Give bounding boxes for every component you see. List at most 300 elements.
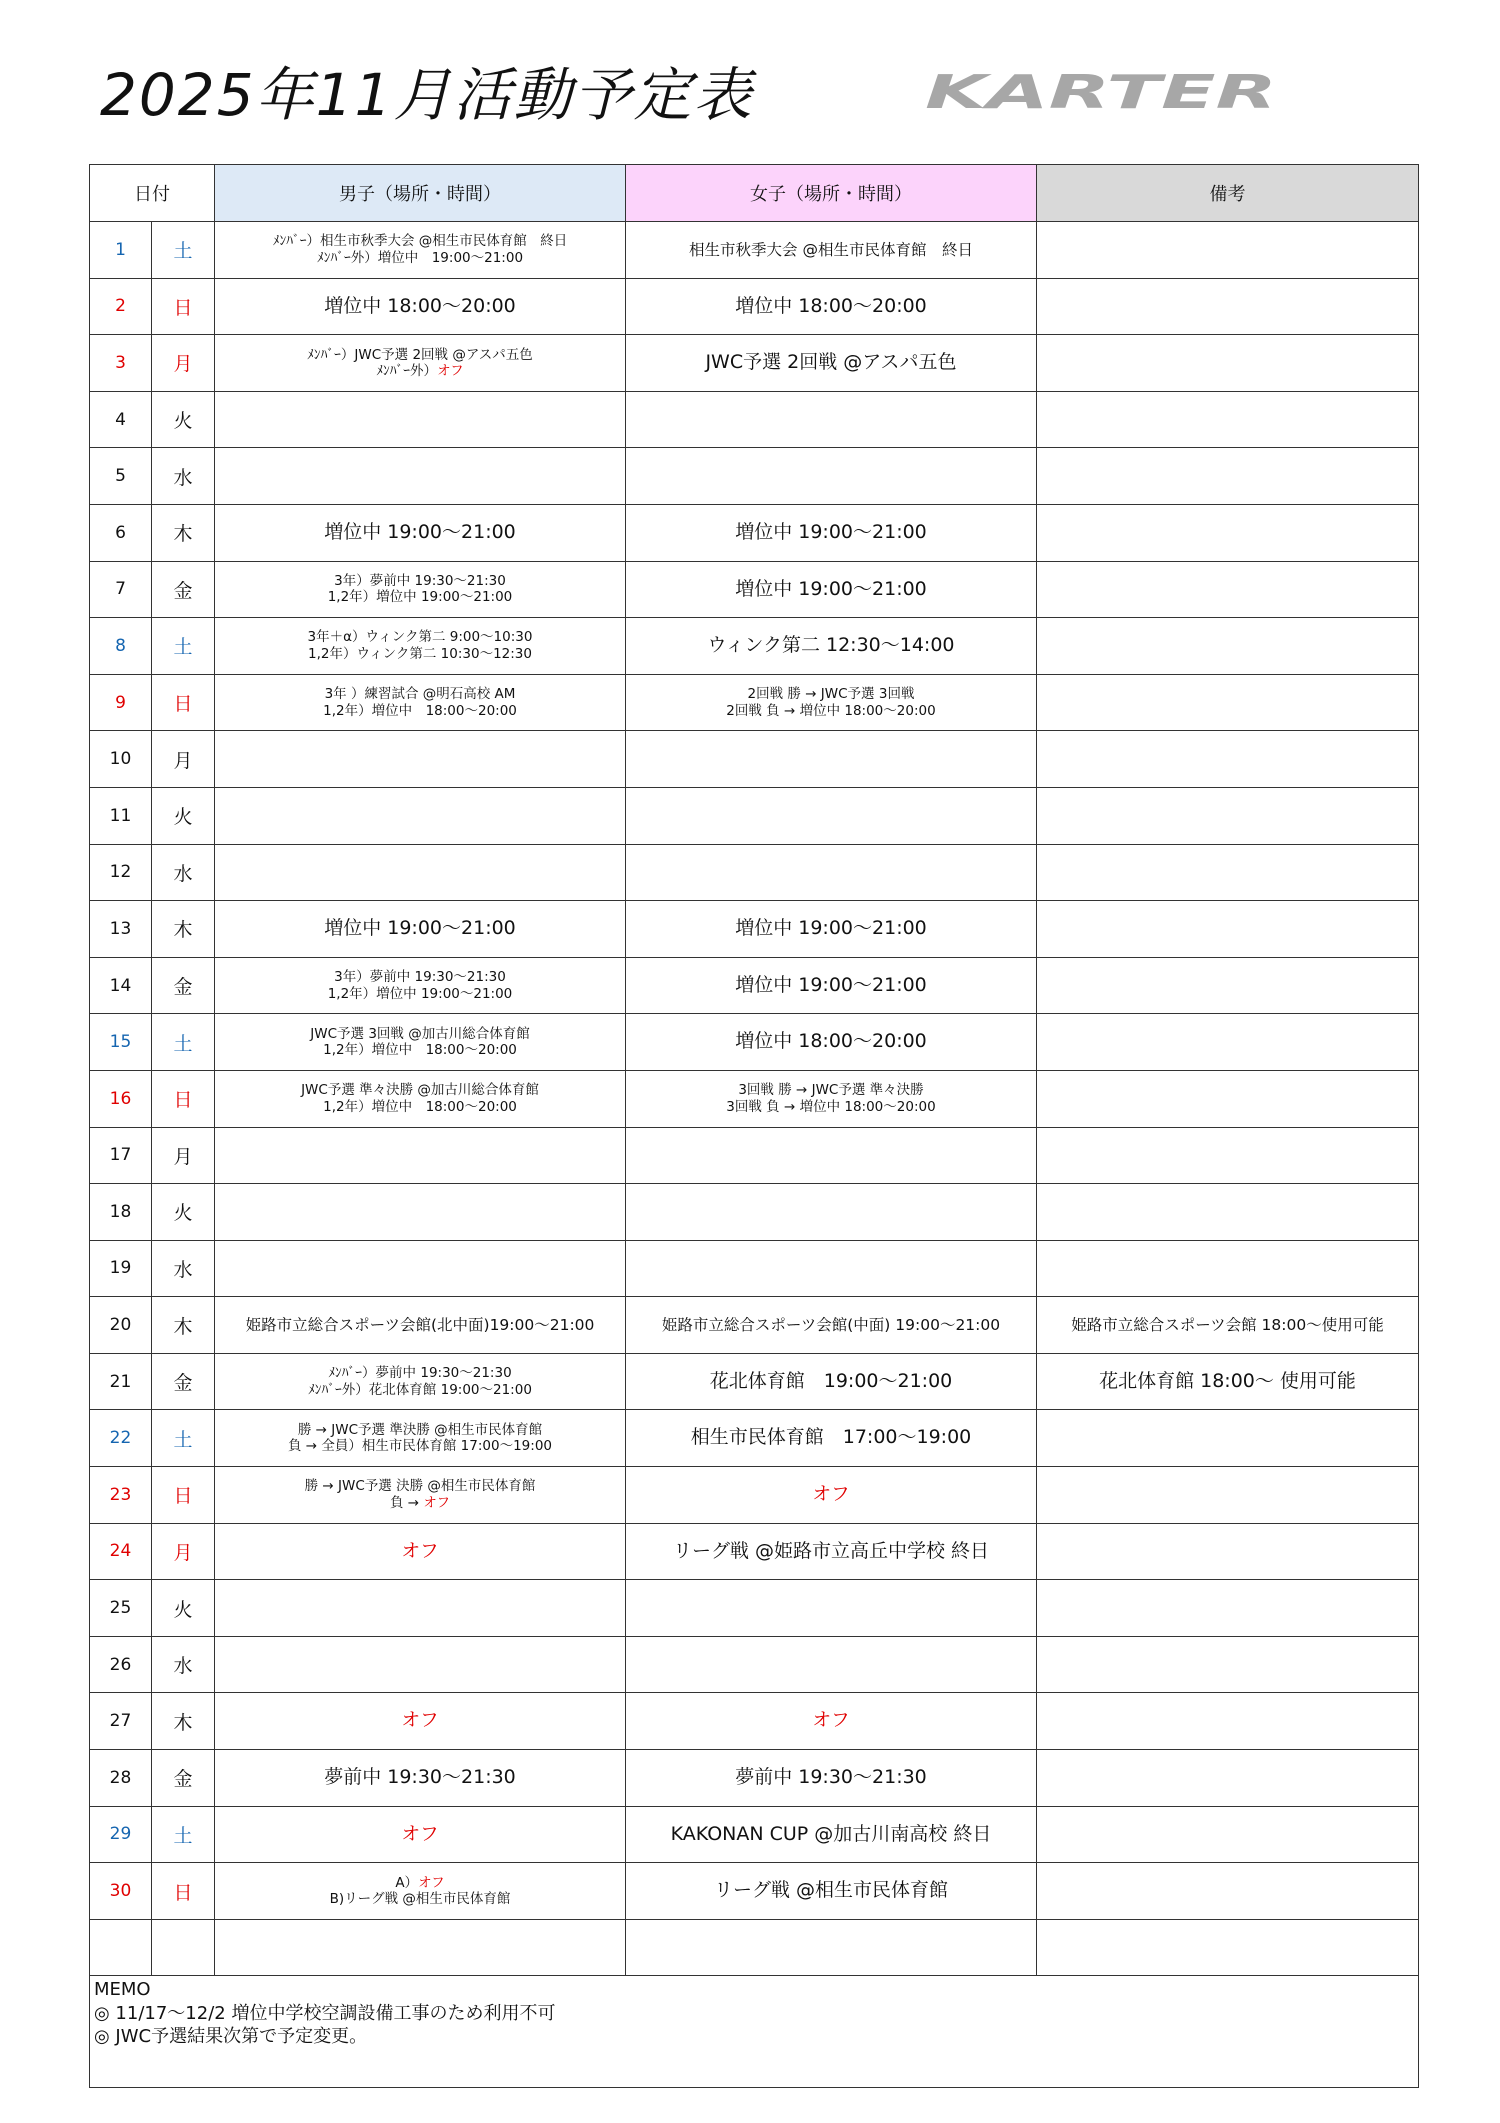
cell-line — [626, 1029, 1036, 1055]
cell-text: 負 → — [389, 1494, 424, 1511]
cell-line — [626, 1369, 1036, 1395]
day-number: 28 — [90, 1750, 152, 1807]
cell-text: KAKONAN CUP @加古川南高校 終日 — [670, 1822, 992, 1845]
notes-cell — [1037, 731, 1419, 788]
notes-cell — [1037, 561, 1419, 618]
weekday — [152, 1919, 215, 1976]
boys-cell — [215, 1070, 626, 1127]
weekday: 日 — [152, 1863, 215, 1920]
cell-text: 増位中 18:00～20:00 — [735, 1030, 927, 1053]
weekday: 土 — [152, 1410, 215, 1467]
cell-line — [626, 1878, 1036, 1904]
cell-line — [626, 240, 1036, 260]
notes-cell — [1037, 957, 1419, 1014]
cell-text: 増位中 18:00～20:00 — [324, 294, 516, 317]
notes-cell — [1037, 674, 1419, 731]
weekday: 水 — [152, 448, 215, 505]
boys-cell — [215, 1184, 626, 1241]
off-label: オフ — [401, 1709, 439, 1732]
table-row — [90, 1127, 1419, 1184]
notes-cell — [1037, 1070, 1419, 1127]
girls-cell — [626, 1297, 1037, 1354]
cell-line — [215, 686, 625, 702]
weekday: 木 — [152, 1693, 215, 1750]
cell-line — [215, 1765, 625, 1791]
weekday: 水 — [152, 1636, 215, 1693]
girls-cell — [626, 1467, 1037, 1524]
off-label: オフ — [812, 1709, 850, 1732]
girls-cell — [626, 957, 1037, 1014]
cell-line — [626, 294, 1036, 320]
cell-text: 3年）夢前中 19:30～21:30 — [334, 969, 506, 986]
memo-line: ◎ JWC予選結果次第で予定変更。 — [94, 2026, 368, 2048]
day-number: 7 — [90, 561, 152, 618]
weekday: 金 — [152, 1353, 215, 1410]
off-label: オフ — [812, 1483, 850, 1506]
header-boys: 男子（場所・時間） — [215, 165, 626, 222]
cell-line — [215, 363, 625, 379]
notes-cell — [1037, 1467, 1419, 1524]
weekday: 月 — [152, 1127, 215, 1184]
girls-cell — [626, 448, 1037, 505]
cell-text: ﾒﾝﾊﾞｰ外）増位中 19:00～21:00 — [316, 249, 524, 266]
notes-cell — [1037, 1580, 1419, 1637]
cell-line — [215, 589, 625, 605]
girls-cell — [626, 901, 1037, 958]
boys-cell — [215, 1297, 626, 1354]
weekday: 土 — [152, 1806, 215, 1863]
table-row — [90, 278, 1419, 335]
day-number: 13 — [90, 901, 152, 958]
day-number: 27 — [90, 1693, 152, 1750]
cell-text: ﾒﾝﾊﾞｰ）相生市秋季大会 @相生市民体育館 終日 — [272, 233, 568, 250]
cell-line — [215, 233, 625, 249]
day-number: 24 — [90, 1523, 152, 1580]
boys-cell — [215, 844, 626, 901]
girls-cell — [626, 1636, 1037, 1693]
cell-text: 姫路市立総合スポーツ会館(中面) 19:00～21:00 — [661, 1316, 1001, 1334]
girls-cell — [626, 1240, 1037, 1297]
table-row — [90, 674, 1419, 731]
notes-cell — [1037, 504, 1419, 561]
day-number: 20 — [90, 1297, 152, 1354]
notes-cell — [1037, 1410, 1419, 1467]
cell-text: 2回戦 負 → 増位中 18:00～20:00 — [726, 702, 936, 719]
girls-cell — [626, 844, 1037, 901]
cell-line — [215, 520, 625, 546]
cell-line — [215, 1438, 625, 1454]
girls-cell — [626, 1070, 1037, 1127]
cell-line — [215, 629, 625, 645]
cell-text: 増位中 19:00～21:00 — [735, 973, 927, 996]
cell-text: 姫路市立総合スポーツ会館(北中面)19:00～21:00 — [245, 1316, 595, 1334]
boys-cell — [215, 787, 626, 844]
girls-cell — [626, 787, 1037, 844]
memo-row — [90, 1976, 1419, 2088]
cell-line — [215, 1315, 625, 1335]
cell-line — [215, 1822, 625, 1848]
day-number: 2 — [90, 278, 152, 335]
cell-text: 増位中 19:00～21:00 — [735, 577, 927, 600]
boys-cell — [215, 222, 626, 279]
cell-text: 増位中 19:00～21:00 — [324, 520, 516, 543]
cell-text: 相生市民体育館 17:00～19:00 — [690, 1426, 972, 1449]
boys-cell — [215, 391, 626, 448]
weekday: 土 — [152, 618, 215, 675]
girls-cell — [626, 1863, 1037, 1920]
day-number: 17 — [90, 1127, 152, 1184]
table-row — [90, 448, 1419, 505]
cell-text: 負 → 全員）相生市民体育館 17:00～19:00 — [288, 1438, 552, 1455]
cell-text: 増位中 19:00～21:00 — [735, 520, 927, 543]
cell-line — [626, 916, 1036, 942]
off-label: オフ — [423, 1494, 450, 1511]
weekday: 土 — [152, 222, 215, 279]
day-number: 5 — [90, 448, 152, 505]
table-row — [90, 901, 1419, 958]
off-label: オフ — [418, 1874, 445, 1891]
girls-cell — [626, 1523, 1037, 1580]
boys-cell — [215, 1693, 626, 1750]
cell-line — [626, 703, 1036, 719]
day-number: 21 — [90, 1353, 152, 1410]
day-number: 29 — [90, 1806, 152, 1863]
cell-text: JWC予選 2回戦 @アスパ五色 — [705, 351, 957, 374]
cell-text: 増位中 19:00～21:00 — [324, 917, 516, 940]
girls-cell — [626, 1353, 1037, 1410]
weekday: 木 — [152, 1297, 215, 1354]
notes-cell — [1037, 1863, 1419, 1920]
weekday: 月 — [152, 1523, 215, 1580]
weekday: 火 — [152, 787, 215, 844]
cell-text: JWC予選 3回戦 @加古川総合体育館 — [310, 1025, 530, 1042]
boys-cell — [215, 1014, 626, 1071]
cell-line — [626, 973, 1036, 999]
cell-line — [1037, 1315, 1418, 1335]
notes-cell — [1037, 391, 1419, 448]
cell-line — [215, 1099, 625, 1115]
weekday: 火 — [152, 1580, 215, 1637]
table-row — [90, 1806, 1419, 1863]
table-row — [90, 1693, 1419, 1750]
day-number: 16 — [90, 1070, 152, 1127]
cell-line — [1037, 1369, 1418, 1395]
cell-text: リーグ戦 @姫路市立高丘中学校 終日 — [672, 1539, 990, 1562]
cell-line — [215, 1875, 625, 1891]
girls-cell — [626, 1410, 1037, 1467]
weekday: 月 — [152, 731, 215, 788]
table-row — [90, 957, 1419, 1014]
off-label: オフ — [401, 1539, 439, 1562]
cell-line — [215, 347, 625, 363]
cell-line — [626, 1822, 1036, 1848]
table-row — [90, 1410, 1419, 1467]
cell-text: 相生市秋季大会 @相生市民体育館 終日 — [689, 240, 973, 259]
day-number: 23 — [90, 1467, 152, 1524]
cell-text: ﾒﾝﾊﾞｰ）夢前中 19:30～21:30 — [328, 1365, 512, 1382]
cell-text: 1,2年）増位中 19:00～21:00 — [327, 985, 513, 1002]
boys-cell — [215, 674, 626, 731]
notes-cell — [1037, 222, 1419, 279]
cell-line — [215, 1365, 625, 1381]
cell-line — [215, 294, 625, 320]
day-number: 3 — [90, 335, 152, 392]
cell-line — [626, 1315, 1036, 1335]
weekday: 日 — [152, 1467, 215, 1524]
boys-cell — [215, 335, 626, 392]
cell-text: 勝 → JWC予選 決勝 @相生市民体育館 — [304, 1478, 536, 1495]
table-row — [90, 1467, 1419, 1524]
cell-line — [215, 646, 625, 662]
cell-text: JWC予選 準々決勝 @加古川総合体育館 — [301, 1082, 539, 1099]
boys-cell — [215, 1750, 626, 1807]
cell-line — [215, 1422, 625, 1438]
boys-cell — [215, 1127, 626, 1184]
notes-cell — [1037, 1806, 1419, 1863]
cell-line — [626, 686, 1036, 702]
girls-cell — [626, 335, 1037, 392]
cell-line — [215, 1539, 625, 1565]
day-number: 30 — [90, 1863, 152, 1920]
boys-cell — [215, 1919, 626, 1976]
cell-text: 花北体育館 18:00～ 使用可能 — [1099, 1369, 1356, 1392]
cell-line — [215, 1082, 625, 1098]
table-row — [90, 1919, 1419, 1976]
day-number: 11 — [90, 787, 152, 844]
day-number: 22 — [90, 1410, 152, 1467]
cell-line — [626, 633, 1036, 659]
cell-text: ﾒﾝﾊﾞｰ外） — [376, 362, 438, 379]
day-number: 9 — [90, 674, 152, 731]
cell-line — [215, 703, 625, 719]
cell-line — [215, 1891, 625, 1907]
girls-cell — [626, 1014, 1037, 1071]
weekday: 水 — [152, 844, 215, 901]
boys-cell — [215, 1353, 626, 1410]
notes-cell — [1037, 1127, 1419, 1184]
weekday: 月 — [152, 335, 215, 392]
cell-line — [215, 250, 625, 266]
cell-text: 3年 ）練習試合 @明石高校 AM — [324, 686, 516, 703]
notes-cell — [1037, 1750, 1419, 1807]
cell-line — [626, 350, 1036, 376]
weekday: 火 — [152, 1184, 215, 1241]
girls-cell — [626, 1127, 1037, 1184]
day-number: 10 — [90, 731, 152, 788]
cell-text: 夢前中 19:30～21:30 — [324, 1766, 516, 1788]
page-title: 2025年11月活動予定表 — [100, 61, 754, 129]
schedule-table — [89, 164, 1419, 2088]
day-number: 8 — [90, 618, 152, 675]
notes-cell — [1037, 1184, 1419, 1241]
notes-cell — [1037, 1919, 1419, 1976]
cell-line — [215, 1478, 625, 1494]
cell-text: A） — [395, 1874, 419, 1891]
girls-cell — [626, 674, 1037, 731]
weekday: 火 — [152, 391, 215, 448]
table-row — [90, 561, 1419, 618]
boys-cell — [215, 1240, 626, 1297]
cell-text: 1,2年）増位中 18:00～20:00 — [323, 1042, 517, 1059]
day-number: 15 — [90, 1014, 152, 1071]
girls-cell — [626, 504, 1037, 561]
cell-text: 3年＋α）ウィンク第二 9:00～10:30 — [307, 629, 533, 646]
notes-cell — [1037, 1240, 1419, 1297]
notes-cell — [1037, 1297, 1419, 1354]
notes-cell — [1037, 1636, 1419, 1693]
cell-line — [626, 1425, 1036, 1451]
cell-text: 1,2年）ウィンク第二 10:30～12:30 — [308, 645, 532, 662]
girls-cell — [626, 391, 1037, 448]
cell-line — [626, 1539, 1036, 1565]
cell-text: ﾒﾝﾊﾞｰ外）花北体育館 19:00～21:00 — [308, 1381, 532, 1398]
cell-line — [215, 969, 625, 985]
cell-text: 増位中 18:00～20:00 — [735, 294, 927, 317]
weekday: 日 — [152, 674, 215, 731]
off-label: オフ — [437, 362, 464, 379]
cell-line — [215, 986, 625, 1002]
table-row — [90, 1184, 1419, 1241]
girls-cell — [626, 731, 1037, 788]
memo-cell — [90, 1976, 1419, 2088]
girls-cell — [626, 561, 1037, 618]
weekday: 水 — [152, 1240, 215, 1297]
schedule-rows — [90, 222, 1419, 1976]
girls-cell — [626, 1919, 1037, 1976]
girls-cell — [626, 278, 1037, 335]
day-number: 18 — [90, 1184, 152, 1241]
cell-text: 3回戦 勝 → JWC予選 準々決勝 — [738, 1082, 924, 1099]
girls-cell — [626, 1750, 1037, 1807]
table-row — [90, 1297, 1419, 1354]
table-row — [90, 1014, 1419, 1071]
weekday: 金 — [152, 957, 215, 1014]
table-row — [90, 731, 1419, 788]
table-row — [90, 222, 1419, 279]
table-row — [90, 1070, 1419, 1127]
notes-cell — [1037, 1014, 1419, 1071]
day-number: 12 — [90, 844, 152, 901]
day-number: 26 — [90, 1636, 152, 1693]
boys-cell — [215, 1636, 626, 1693]
weekday: 木 — [152, 901, 215, 958]
boys-cell — [215, 1863, 626, 1920]
cell-text: リーグ戦 @相生市民体育館 — [713, 1879, 949, 1902]
weekday: 日 — [152, 1070, 215, 1127]
cell-line — [215, 1495, 625, 1511]
girls-cell — [626, 222, 1037, 279]
girls-cell — [626, 1580, 1037, 1637]
notes-cell — [1037, 1693, 1419, 1750]
cell-line — [626, 520, 1036, 546]
girls-cell — [626, 618, 1037, 675]
header-date: 日付 — [90, 165, 215, 222]
cell-text: 3回戦 負 → 増位中 18:00～20:00 — [726, 1098, 936, 1115]
boys-cell — [215, 448, 626, 505]
day-number: 25 — [90, 1580, 152, 1637]
memo-title: MEMO — [94, 1979, 151, 2001]
cell-text: 3年）夢前中 19:30～21:30 — [334, 572, 506, 589]
cell-text: 勝 → JWC予選 準決勝 @相生市民体育館 — [297, 1421, 543, 1438]
weekday: 土 — [152, 1014, 215, 1071]
day-number: 14 — [90, 957, 152, 1014]
cell-line — [626, 577, 1036, 603]
weekday: 日 — [152, 278, 215, 335]
weekday: 金 — [152, 561, 215, 618]
cell-text: 夢前中 19:30～21:30 — [735, 1766, 927, 1788]
notes-cell — [1037, 1353, 1419, 1410]
boys-cell — [215, 618, 626, 675]
notes-cell — [1037, 1523, 1419, 1580]
off-label: オフ — [401, 1822, 439, 1845]
cell-line — [215, 916, 625, 942]
table-row — [90, 787, 1419, 844]
notes-cell — [1037, 448, 1419, 505]
table-row — [90, 504, 1419, 561]
day-number: 4 — [90, 391, 152, 448]
table-row — [90, 1240, 1419, 1297]
boys-cell — [215, 1523, 626, 1580]
header-row — [90, 165, 1419, 222]
notes-cell — [1037, 278, 1419, 335]
day-number: 1 — [90, 222, 152, 279]
boys-cell — [215, 561, 626, 618]
cell-line — [215, 1026, 625, 1042]
table-row — [90, 1750, 1419, 1807]
table-row — [90, 1353, 1419, 1410]
cell-line — [215, 1042, 625, 1058]
notes-cell — [1037, 787, 1419, 844]
notes-cell — [1037, 901, 1419, 958]
boys-cell — [215, 1580, 626, 1637]
table-row — [90, 1580, 1419, 1637]
day-number: 19 — [90, 1240, 152, 1297]
cell-text: ﾒﾝﾊﾞｰ）JWC予選 2回戦 @アスパ五色 — [307, 346, 533, 363]
cell-text: B)リーグ戦 @相生市民体育館 — [329, 1891, 511, 1908]
cell-text: 1,2年）増位中 18:00～20:00 — [323, 702, 517, 719]
cell-line — [626, 1708, 1036, 1734]
cell-text: 2回戦 勝 → JWC予選 3回戦 — [747, 686, 915, 703]
table-row — [90, 391, 1419, 448]
cell-line — [215, 1708, 625, 1734]
cell-line — [626, 1482, 1036, 1508]
boys-cell — [215, 731, 626, 788]
boys-cell — [215, 278, 626, 335]
cell-line — [626, 1765, 1036, 1791]
boys-cell — [215, 1806, 626, 1863]
notes-cell — [1037, 844, 1419, 901]
girls-cell — [626, 1806, 1037, 1863]
cell-line — [626, 1082, 1036, 1098]
header-girls: 女子（場所・時間） — [626, 165, 1037, 222]
cell-text: 1,2年）増位中 19:00～21:00 — [327, 589, 513, 606]
svg-text:KARTER: KARTER — [925, 70, 1277, 114]
notes-cell — [1037, 335, 1419, 392]
header-notes: 備考 — [1037, 165, 1419, 222]
table-row — [90, 1863, 1419, 1920]
boys-cell — [215, 1467, 626, 1524]
boys-cell — [215, 1410, 626, 1467]
day-number: 6 — [90, 504, 152, 561]
cell-text: ウィンク第二 12:30～14:00 — [707, 634, 955, 657]
day-number — [90, 1919, 152, 1976]
cell-line — [215, 1382, 625, 1398]
cell-text: 増位中 19:00～21:00 — [735, 917, 927, 940]
table-row — [90, 618, 1419, 675]
cell-line — [626, 1099, 1036, 1115]
cell-text: 姫路市立総合スポーツ会館 18:00～使用可能 — [1071, 1316, 1384, 1334]
cell-text: 1,2年）増位中 18:00～20:00 — [323, 1098, 517, 1115]
